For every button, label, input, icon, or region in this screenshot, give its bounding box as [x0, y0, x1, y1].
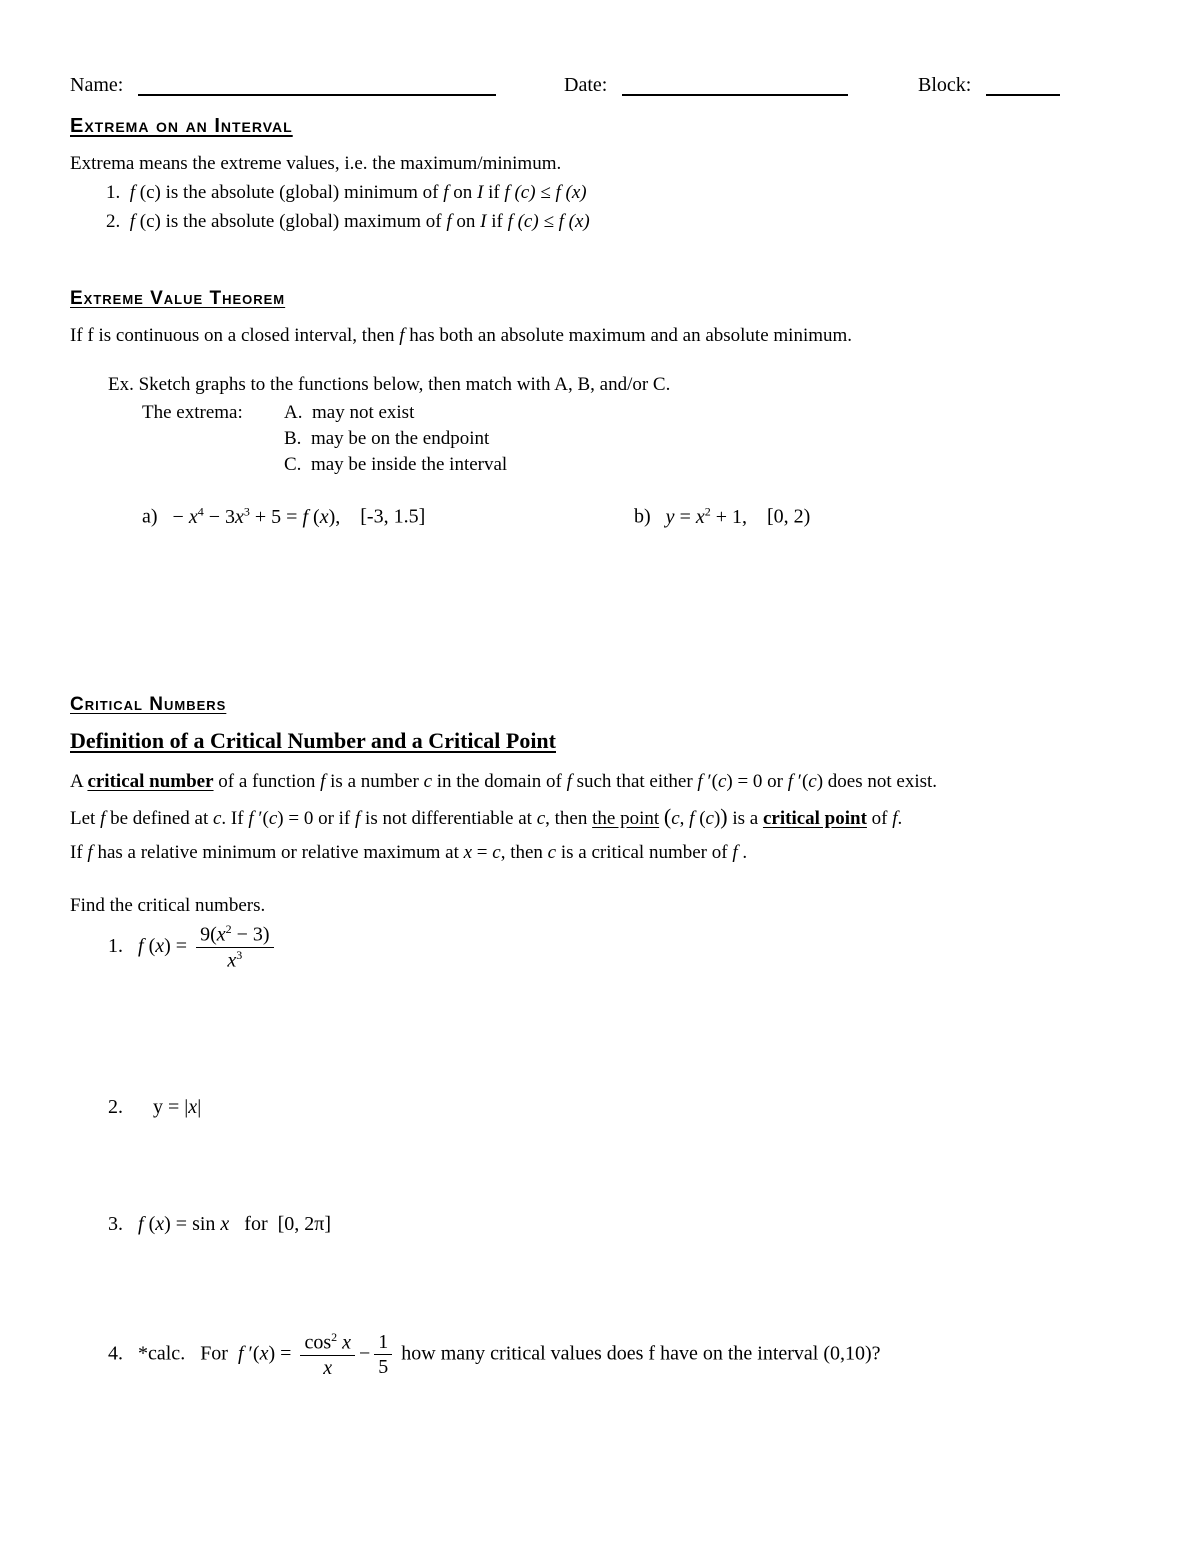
def-text: is not differentiable at [360, 808, 537, 829]
def-text: has a relative minimum or relative maximum at [92, 842, 464, 863]
c-arg: (c) [135, 182, 161, 203]
for-text: for [244, 1213, 268, 1235]
find-intro: Find the critical numbers. [70, 895, 266, 916]
for-text: For [200, 1342, 228, 1365]
intro-text: Extrema means the extreme values, i.e. the maximum/minimum. [70, 153, 562, 174]
example-b-interval: [0, 2) [767, 505, 811, 528]
interval-symbol: I [480, 211, 487, 232]
problem-4-fraction-2: $\frac{1}{5}$ [374, 1330, 392, 1379]
problem-3-interval: [0, 2π] [277, 1213, 332, 1235]
problem-4-question: how many critical values does f have on the interval (0,10)? [401, 1342, 881, 1365]
problem-4-fraction-1: $\frac{\cos^2 x}{x}$ [300, 1330, 355, 1380]
name-field[interactable] [138, 94, 496, 96]
page-title: Extrema on an Interval [70, 115, 293, 137]
problem-2 [108, 1096, 201, 1119]
example-b-equation: $y = x^2 + 1$, [665, 504, 748, 528]
example-intro: Ex. Sketch graphs to the functions below, then match with A, B, and/or C. [108, 374, 671, 395]
evt-statement [70, 325, 852, 347]
critical-number-term: critical number [87, 771, 214, 792]
option-letter: A. [284, 402, 303, 423]
definition-title: Definition of a Critical Number and a Critical Point [70, 728, 556, 753]
on-text: on [448, 182, 477, 203]
example-b [634, 504, 810, 529]
option-letter: B. [284, 428, 302, 449]
c-arg: (c) [135, 211, 161, 232]
critical-heading: Critical Numbers [70, 694, 227, 715]
name-label: Name: [70, 74, 124, 96]
example-a-equation: − $x^4 - 3x^3 + 5 = f$ (x), [172, 504, 341, 528]
block-field[interactable] [986, 94, 1060, 96]
if-text: if [483, 182, 505, 203]
def-text: does not exist. [823, 771, 938, 792]
option-text: may be inside the interval [310, 454, 508, 475]
if-text: if [486, 211, 508, 232]
def-text: such that either [571, 771, 698, 792]
evt-heading: Extreme Value Theorem [70, 288, 286, 309]
example-b-label: b) [634, 505, 651, 528]
def-text: A [70, 771, 88, 792]
def-text: is a [727, 808, 763, 829]
problem-1 [108, 922, 278, 972]
def-number: 1. [106, 182, 121, 203]
def-text: , then [545, 808, 593, 829]
def-text: Let [70, 808, 101, 829]
f-symbol: f [129, 211, 136, 232]
problem-3-equation: f (x) = sin x [138, 1213, 230, 1235]
definition-line-2: Let f be defined at c. If f ′(c) = 0 or if f is not differentiable at c, then the point (c, f (c)) is a critical point of f. [70, 804, 903, 829]
def-text: be defined at [105, 808, 213, 829]
definition-line-3: If f has a relative minimum or relative maximum at x = c, then c is a critical number of f . [70, 842, 748, 863]
calc-note: *calc. [138, 1342, 186, 1365]
def-text: of [866, 808, 893, 829]
example-a-interval: [-3, 1.5] [360, 505, 426, 528]
problem-2-equation: y = |x| [153, 1096, 202, 1118]
option-text: may be on the endpoint [310, 428, 490, 449]
def-text: of a function [213, 771, 321, 792]
f-symbol: f [129, 182, 136, 203]
f-symbol: f [399, 325, 405, 346]
f-symbol: f [446, 211, 452, 232]
on-text: on [451, 211, 481, 232]
problem-number: 4. [108, 1342, 123, 1365]
problem-number: 1. [108, 934, 123, 957]
the-point-term: the point [592, 808, 660, 829]
problem-4-equation: f ′(x) = [237, 1342, 292, 1365]
option-text: may not exist [311, 402, 415, 423]
problem-number: 2. [108, 1096, 123, 1118]
def-text: is the absolute (global) minimum of [160, 182, 444, 203]
def-text: in the domain of [432, 771, 567, 792]
example-a-label: a) [142, 505, 158, 528]
problem-number: 3. [108, 1213, 123, 1235]
f-symbol: f [443, 182, 449, 203]
def-text: If [70, 842, 88, 863]
critical-point-term: critical point [762, 808, 867, 829]
problem-4: 4. *calc. For f ′(x) = $\frac{\cos^2 x}{x}$ − $\frac{1}{5}$ how many critical values does f have on the interval (0,10)? [108, 1330, 881, 1379]
option-letter: C. [284, 454, 302, 475]
def-text: . If [221, 808, 249, 829]
def-text: or if [313, 808, 356, 829]
definition-line-1: A critical number of a function f is a number c in the domain of f such that either f ′(c) = 0 or f ′(c) does not exist. [70, 771, 938, 792]
def-number: 2. [106, 211, 121, 232]
def-item-2 [106, 211, 590, 233]
inequality: f (c) ≤ f (x) [507, 211, 590, 232]
evt-text: has both an absolute maximum and an absolute minimum. [404, 325, 853, 346]
block-label: Block: [918, 74, 972, 96]
problem-1-equation: f (x) = [138, 934, 188, 957]
problem-1-fraction: $\frac{9(x^2 - 3)}{x^3}$ [196, 922, 274, 972]
def-text: is a number [325, 771, 424, 792]
option-c [284, 454, 507, 476]
def-text: is a critical number of [556, 842, 733, 863]
extrema-label: The extrema: [142, 402, 243, 423]
def-text: is the absolute (global) maximum of [160, 211, 447, 232]
def-text: , then [500, 842, 548, 863]
def-item-1 [106, 182, 587, 204]
inequality: f (c) ≤ f (x) [504, 182, 587, 203]
date-field[interactable] [622, 94, 848, 96]
problem-3 [108, 1213, 331, 1236]
date-label: Date: [564, 74, 608, 96]
option-b [284, 428, 489, 450]
interval-symbol: I [476, 182, 484, 203]
evt-text: If f is continuous on a closed interval, then [70, 325, 400, 346]
def-text: or [762, 771, 788, 792]
option-a [284, 402, 414, 424]
example-a [142, 504, 425, 529]
